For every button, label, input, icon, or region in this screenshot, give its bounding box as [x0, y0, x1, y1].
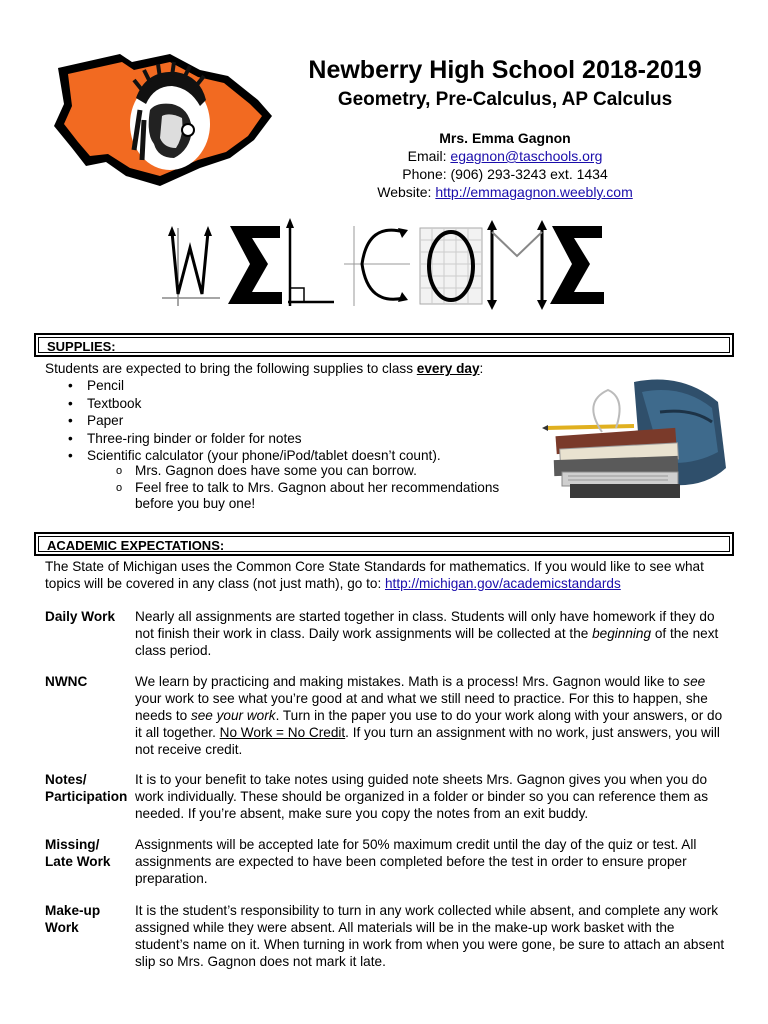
school-title: Newberry High School 2018-2019: [308, 56, 702, 84]
welcome-letter-l: [286, 218, 334, 306]
daily-work-emphasis: beginning: [592, 626, 652, 641]
daily-work-label: Daily Work: [45, 609, 116, 624]
teacher-name: Mrs. Emma Gagnon: [439, 130, 571, 146]
nwnc-rule: No Work = No Credit: [219, 725, 346, 740]
supplies-intro-colon: :: [479, 361, 484, 376]
notes-label-line: Notes/: [45, 772, 87, 787]
nwnc-text-part: We learn by practicing and making mistakes. Math is a process! Mrs. Gagnon would like to: [135, 674, 684, 689]
supply-item: • Textbook: [62, 395, 522, 413]
missing-label-line: Missing/: [45, 837, 100, 852]
supplies-sub-list: [113, 463, 513, 513]
academic-heading: ACADEMIC EXPECTATIONS:: [38, 536, 730, 552]
welcome-banner: [158, 218, 608, 310]
welcome-letter-e2: [550, 226, 604, 304]
website-link[interactable]: http://emmagagnon.weebly.com: [435, 184, 633, 200]
welcome-letter-m: [487, 220, 547, 310]
makeup-text: It is the student’s responsibility to turn in any work collected while absent, and complete any work assigned while they were absent. All materials will be in the make-up work basket with the student’s name on it. When turning in work from when you were gone, be sure to attach an absent slip so Mrs. Gagnon does not mark it late.: [135, 903, 725, 969]
nwnc-text: [135, 673, 725, 758]
supplies-intro-text: Students are expected to bring the following supplies to class: [45, 361, 417, 376]
nwnc-emphasis: see your work: [190, 708, 276, 723]
notes-label-line: Participation: [45, 789, 128, 804]
welcome-letter-e1: [228, 226, 282, 304]
supply-item: • Scientific calculator (your phone/iPod/tablet doesn’t count).: [62, 447, 522, 465]
academic-section-header: [34, 532, 734, 556]
welcome-letter-o: [420, 228, 482, 304]
supplies-list: [62, 377, 522, 465]
daily-work-text-end: of the next class period.: [135, 626, 719, 658]
supplies-section-header: [34, 333, 734, 357]
supply-item: • Paper: [62, 412, 522, 430]
missing-text: Assignments will be accepted late for 50% maximum credit until the day of the quiz or test. All assignments are expected to have been completed before the test in order to ensure proper preparation.: [135, 837, 697, 886]
nwnc-text-end: . If you turn an assignment with no work, just answers, you will not receive credit.: [135, 725, 720, 757]
nwnc-emphasis: see: [683, 674, 706, 689]
nwnc-text-part: your work to see what you’re good at and what we still need to practice. For this to happen, she needs to: [135, 691, 708, 723]
nwnc-label: NWNC: [45, 674, 88, 689]
school-logo: [50, 50, 272, 190]
makeup-label-line: Make-up: [45, 903, 101, 918]
supply-item: • Pencil: [62, 377, 522, 395]
website-line: [260, 184, 750, 200]
standards-link[interactable]: http://michigan.gov/academicstandards: [385, 575, 621, 591]
missing-label-line: Late Work: [45, 854, 111, 869]
academic-intro: [45, 559, 725, 592]
supply-item: • Three-ring binder or folder for notes: [62, 430, 522, 448]
supplies-intro: [45, 361, 515, 377]
nwnc-text-part: . Turn in the paper you use to do your work along with your answers, or do it all together.: [135, 708, 723, 740]
notes-text: It is to your benefit to take notes using guided note sheets Mrs. Gagnon gives you when you do work individually. These should be organized in a folder or binder so you can reference them as needed. If you’re absent, make sure you copy the notes from an exit buddy.: [135, 772, 709, 821]
welcome-letter-c: [344, 226, 410, 306]
phone-line: Phone: (906) 293-3243 ext. 1434: [402, 166, 608, 182]
makeup-label: [45, 902, 135, 936]
course-list: Geometry, Pre-Calculus, AP Calculus: [337, 89, 673, 110]
email-link[interactable]: egagnon@taschools.org: [450, 148, 603, 164]
supplies-heading: SUPPLIES:: [38, 337, 730, 353]
supplies-illustration: [542, 372, 726, 508]
email-label: Email:: [407, 148, 451, 164]
supplies-intro-emphasis: every day: [416, 361, 480, 376]
website-label: Website:: [377, 184, 436, 200]
daily-work-text-part: Nearly all assignments are started together in class. Students will only have homework if they do not finish their work in class. Daily work assignments will be collected at the: [135, 609, 715, 641]
supply-sub-item: o Mrs. Gagnon does have some you can borrow.: [113, 463, 513, 480]
notes-label: [45, 771, 135, 805]
welcome-letter-w: [162, 226, 220, 306]
academic-intro-text: The State of Michigan uses the Common Core State Standards for mathematics. If you would like to see what topics will be covered in any class (not just math), go to:: [45, 559, 704, 591]
makeup-label-line: Work: [45, 920, 79, 935]
supply-sub-item: o Feel free to talk to Mrs. Gagnon about her recommendations before you buy one!: [113, 480, 513, 513]
email-line: [260, 148, 750, 164]
missing-label: [45, 836, 135, 870]
daily-work-text: [135, 608, 725, 659]
